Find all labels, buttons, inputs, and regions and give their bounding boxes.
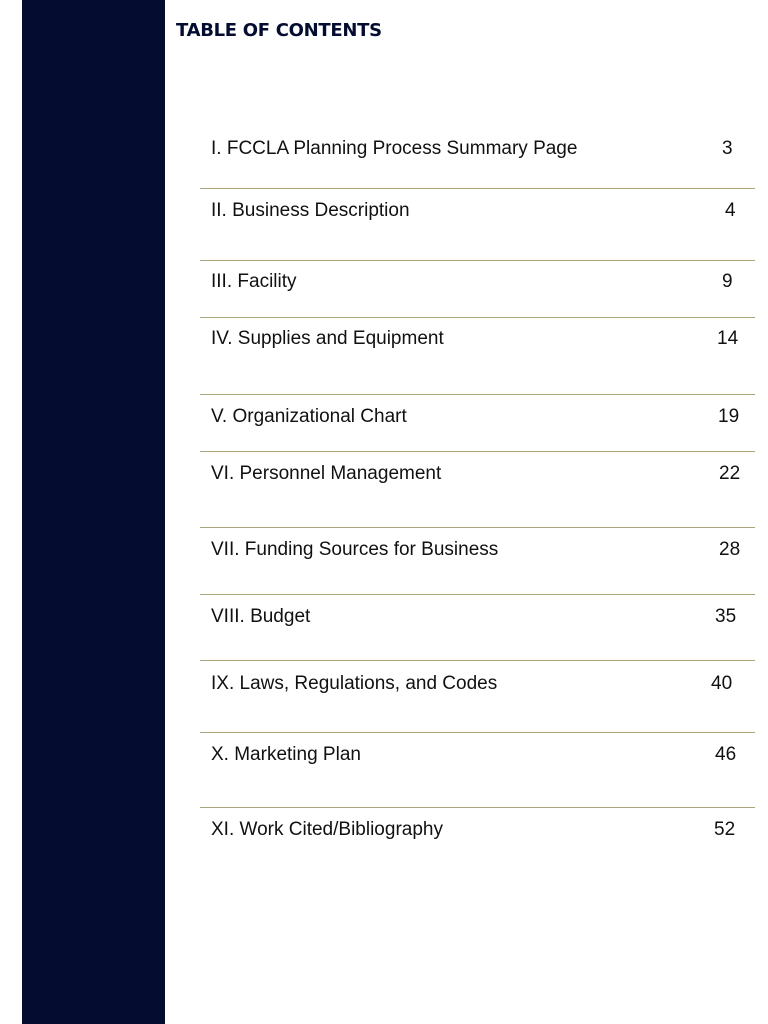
toc-divider (200, 807, 755, 808)
toc-entry-page: 35 (715, 606, 737, 627)
toc-entry-label: II. Business Description (211, 200, 410, 221)
toc-divider (200, 660, 755, 661)
toc-entry-label: IX. Laws, Regulations, and Codes (211, 673, 498, 694)
toc-divider (200, 317, 755, 318)
toc-entry-page: 4 (725, 200, 736, 221)
toc-entry-label: V. Organizational Chart (211, 406, 407, 427)
toc-entry-label: X. Marketing Plan (211, 744, 361, 765)
toc-entry-label: I. FCCLA Planning Process Summary Page (211, 138, 578, 159)
toc-entry-page: 22 (719, 463, 741, 484)
toc-entry-page: 28 (719, 539, 741, 560)
toc-entry-label: III. Facility (211, 271, 297, 292)
toc-entry-label: VII. Funding Sources for Business (211, 539, 499, 560)
toc-entry-label: VI. Personnel Management (211, 463, 442, 484)
toc-entry-label: VIII. Budget (211, 606, 311, 627)
toc-entry-label: XI. Work Cited/Bibliography (211, 819, 443, 840)
toc-entry-page: 14 (717, 328, 739, 349)
toc-divider (200, 527, 755, 528)
toc-divider (200, 260, 755, 261)
page-left-margin (0, 0, 22, 1024)
toc-entry-page: 19 (718, 406, 740, 427)
page-title: TABLE OF CONTENTS (176, 20, 382, 41)
toc-entry-page: 3 (722, 138, 733, 159)
toc-entry-page: 46 (715, 744, 737, 765)
sidebar-band (22, 0, 165, 1024)
toc-divider (200, 451, 755, 452)
toc-entry-label: IV. Supplies and Equipment (211, 328, 444, 349)
toc-divider (200, 188, 755, 189)
toc-entry-page: 52 (714, 819, 736, 840)
toc-entry-page: 9 (722, 271, 733, 292)
toc-divider (200, 594, 755, 595)
toc-entry-page: 40 (711, 673, 733, 694)
toc-divider (200, 732, 755, 733)
toc-divider (200, 394, 755, 395)
